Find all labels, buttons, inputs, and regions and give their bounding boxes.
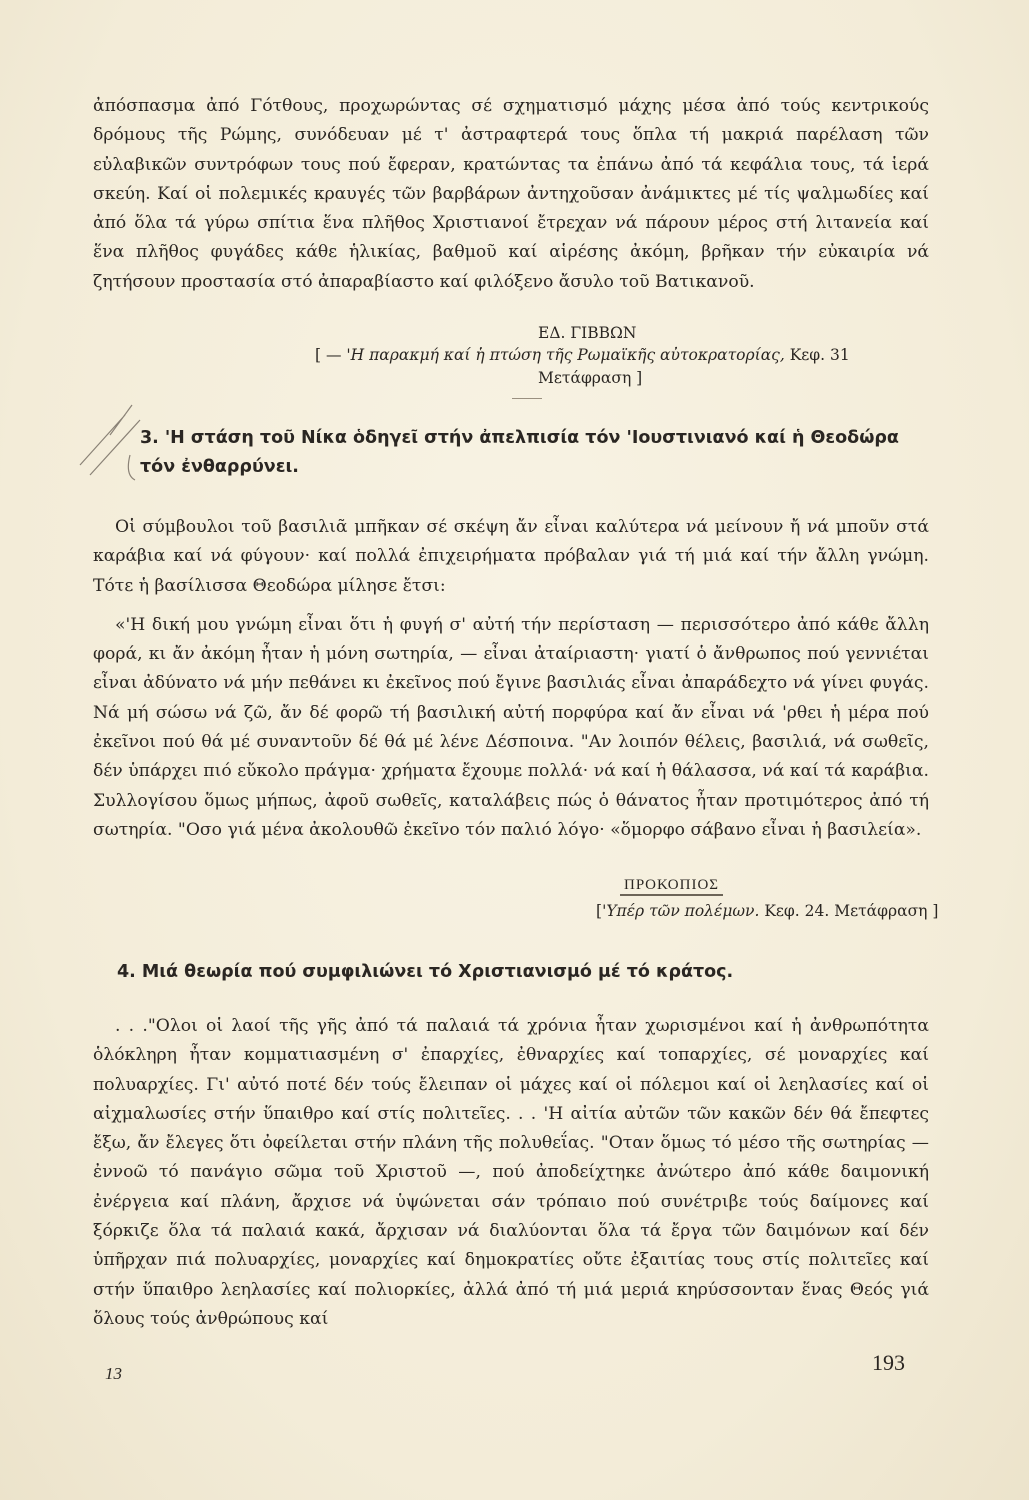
procopius-chapter: Κεφ. 24. Μετάφραση ] [759, 902, 939, 920]
gibbon-work-title: 'Η παρακμή καί ἡ πτώση τῆς Ρωμαϊκῆς αὐτοκρατορίας, [346, 346, 785, 364]
procopius-open: [ [596, 902, 603, 920]
section-3-number: 3. [140, 428, 159, 448]
page-number: 193 [872, 1350, 905, 1375]
procopius-work-title: 'Υπέρ τῶν πολέμων. [602, 902, 760, 920]
section-3-heading [140, 424, 930, 482]
section-4-number: 4. [117, 962, 136, 982]
section-3-paragraph-2: «'Η δική μου γνώμη εἶναι ὅτι ἡ φυγή σ' αὐτή τήν περίσταση — περισσότερο ἀπό κάθε ἄλλη φορά, κι ἄν ἀκόμη ἦταν ἡ μόνη σωτηρία, — εἶναι ἀταίριαστη· γιατί ὁ ἄνθρωπος πού γεννιέται εἶναι ἀδύνατο νά μήν πεθάνει κι ἐκεῖνος πού ἔγινε βασιλιάς εἶναι ἀπαράδεχτο νά γίνει φυγάς. Νά μή σώσω νά ζῶ, ἄν δέ φορῶ τή βασιλική αὐτή πορφύρα καί ἄν εἶναι νά 'ρθει ἡ μέρα πού ἐκεῖνοι πού θά μέ συναντοῦν δέ θά μέ λένε Δέσποινα. "Αν λοιπόν θέλεις, βασιλιά, νά σωθεῖς, δέν ὑπάρχει πιό εὔκολο πράγμα· χρήματα ἔχουμε πολλά· νά καί ἡ θάλασσα, νά καί τά καράβια. Συλλογίσου ὅμως μήπως, ἀφοῦ σωθεῖς, καταλάβεις πώς ὁ θάνατος ἦταν προτιμότερος ἀπό τή σωτηρία. "Οσο γιά μένα ἀκολουθῶ ἐκεῖνο τόν παλιό λόγο· «ὅμορφο σάβανο εἶναι ἡ βασιλεία». [93, 614, 929, 840]
section-3-paragraph-1: Οἱ σύμβουλοι τοῦ βασιλιᾶ μπῆκαν σέ σκέψη ἄν εἶναι καλύτερα νά μείνουν ἤ νά μποῦν στά καράβια καί νά φύγουν· καί πολλά ἐπιχειρήματα πρόβαλαν γιά τή μιά καί τήν ἄλλη γνώμη. Τότε ἡ βασίλισσα Θεοδώρα μίλησε ἔτσι: [93, 517, 929, 596]
signature-mark: 13 [105, 1364, 122, 1383]
section-4-title: Μιά θεωρία πού συμφιλιώνει τό Χριστιανισμό μέ τό κράτος. [141, 962, 734, 982]
section-4-heading [117, 958, 929, 987]
section-3-body [93, 513, 929, 845]
procopius-citation [596, 900, 938, 922]
gibbon-translation: Μετάφραση ] [538, 369, 643, 387]
intro-text: ἀπόσπασμα ἀπό Γότθους, προχωρώντας σέ σχηματισμό μάχης μέσα ἀπό τούς κεντρικούς δρόμους τῆς Ρώμης, συνόδευαν μέ τ' ἀστραφτερά τους ὅπλα τή μακριά παρέλαση τῶν εὐλαβικῶν συντρόφων τους πού ἔφεραν, κρατώντας τα ἐπάνω ἀπό τά κεφάλια τους, τά ἱερά σκεύη. Καί οἱ πολεμικές κραυγές τῶν βαρβάρων ἀντηχοῦσαν ἀνάμικτες μέ τίς ψαλμωδίες καί ἀπό ὅλα τά γύρω σπίτια ἕνα πλῆθος Χριστιανοί ἔτρεχαν νά πάρουν μέρος στή λιτανεία καί ἕνα πλῆθος φυγάδες κάθε ἡλικίας, βαθμοῦ καί αἱρέσης ἀκόμη, βρῆκαν τήν εὐκαιρία νά ζητήσουν προστασία στό ἀπαραβίαστο καί φιλόξενο ἄσυλο τοῦ Βατικανοῦ. [93, 96, 929, 292]
gibbon-citation [315, 344, 850, 366]
underline-mark [512, 398, 542, 399]
intro-paragraph [93, 92, 929, 297]
gibbon-open: [ — [315, 346, 347, 364]
gibbon-author: ΕΔ. ΓΙΒΒΩΝ [538, 324, 637, 342]
gibbon-chapter: Κεφ. 31 [784, 346, 850, 364]
section-4-body [93, 1012, 929, 1334]
section-4-paragraph: . . ."Ολοι οἱ λαοί τῆς γῆς ἀπό τά παλαιά τά χρόνια ἦταν χωρισμένοι καί ἡ ἀνθρωπότητα ὁλόκληρη ἦταν κομματιασμένη σ' ἐπαρχίες, ἐθναρχίες καί τοπαρχίες, σέ μοναρχίες καί πολυαρχίες. Γι' αὐτό ποτέ δέν τούς ἔλειπαν οἱ μάχες καί οἱ πόλεμοι καί οἱ λεηλασίες καί οἱ αἰχμαλωσίες στήν ὕπαιθρο καί στίς πολιτεῖες. . . 'Η αἰτία αὐτῶν τῶν κακῶν δέν θά ἔπεφτες ἔξω, ἄν ἔλεγες ὅτι ὀφείλεται στήν πλάνη τῆς πολυθεΐας. "Οταν ὅμως τό μέσο τῆς σωτηρίας — ἐννοῶ τό πανάγιο σῶμα τοῦ Χριστοῦ —, πού ἀποδείχτηκε ἀνώτερο ἀπό κάθε δαιμονική ἐνέργεια καί πλάνη, ἄρχισε νά ὑψώνεται σάν τρόπαιο πού συνέτριβε τούς δαίμονες καί ξόρκιζε ὅλα τά παλαιά κακά, ἄρχισαν νά διαλύονται ὅλα τά ἔργα τῶν δαιμόνων καί δέν ὑπῆρχαν πιά πολυαρχίες, μοναρχίες καί δημοκρατίες οὔτε ἐξαιτίας τους στίς πολιτεῖες καί στήν ὕπαιθρο λεηλασίες καί πολιορκίες, ἀλλά ἀπό τή μιά μεριά κηρύσσονταν ἕνας Θεός γιά ὅλους τούς ἀνθρώπους καί [93, 1016, 929, 1329]
procopius-stamp: ΠΡΟΚΟΠΙΟΣ [620, 877, 723, 896]
section-3-title: 'Η στάση τοῦ Νίκα ὁδηγεῖ στήν ἀπελπισία τόν 'Ιουστινιανό καί ἡ Θεοδώρα τόν ἐνθαρρύνει. [140, 428, 899, 477]
